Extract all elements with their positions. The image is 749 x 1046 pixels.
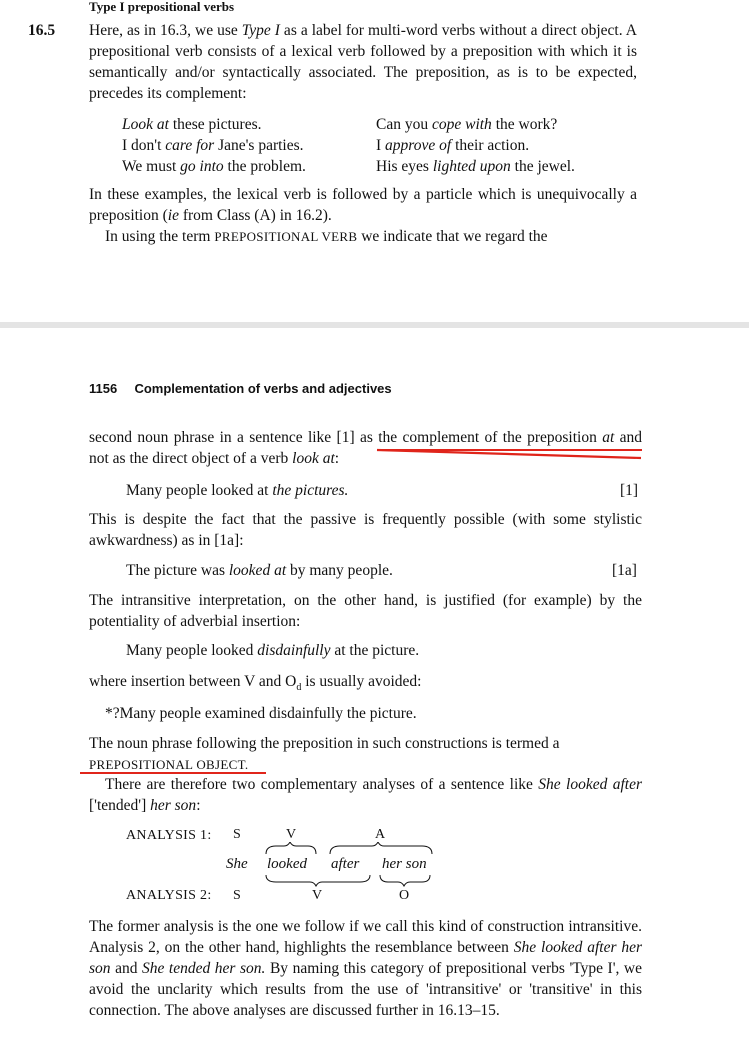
page-number: 1156 xyxy=(89,381,118,396)
analysis-1-v: V xyxy=(286,827,297,842)
analysis-2-o: O xyxy=(399,888,410,903)
section-para-1: Here, as in 16.3, we use Type I as a label for multi-word verbs without a direct object. A prepositional verb consists of a lexical verb followed by a preposition with which it is semantically and/or syntactically associated. The preposition, as is to be expected, precedes its complement: xyxy=(89,22,637,102)
body-para-5: The noun phrase following the preposition in such constructions is termed a xyxy=(89,735,560,752)
page-bottom xyxy=(0,328,749,1046)
analysis-2-s: S xyxy=(233,888,241,903)
example-1: Many people looked at the pictures. xyxy=(126,482,349,499)
running-head: Type I prepositional verbs xyxy=(89,0,235,14)
brace-v-top xyxy=(266,842,316,854)
analysis-1-s: S xyxy=(233,827,241,842)
body-para-4: where insertion between V and $O_d$ is usually avoided: xyxy=(89,673,422,694)
section-para-2: In these examples, the lexical verb is followed by a particle which is unequivocally a preposition (ie from Class (A) in 16.2). xyxy=(89,186,637,224)
body-para-7: The former analysis is the one we follow if we call this kind of construction intransitive. Analysis 2, on the other hand, highlights the resemblance between She looked after her son and She tended her son. By naming this category of prepositional verbs 'Type I', we avoid the unclarity which results from the use of 'intransitive' or 'transitive' in this connection. The above analyses are discussed further in 16.13–15. xyxy=(89,918,643,1019)
analysis-2-label: ANALYSIS 2: xyxy=(126,888,212,903)
page-header xyxy=(89,378,392,399)
word-looked: looked xyxy=(267,856,307,872)
brace-a-top xyxy=(330,842,432,854)
analysis-1-a: A xyxy=(375,827,386,842)
examples-left xyxy=(122,114,372,177)
example-line: Look at these pictures. xyxy=(122,116,262,133)
body-para-2: This is despite the fact that the passive is frequently possible (with some stylistic awkwardness) as in [1a]: xyxy=(89,511,642,549)
section-number: 16.5 xyxy=(28,22,56,39)
analysis-2-braces xyxy=(264,873,436,887)
example-line: I approve of their action. xyxy=(376,137,530,154)
example-line: We must go into the problem. xyxy=(122,158,306,175)
chapter-title: Complementation of verbs and adjectives xyxy=(134,381,392,396)
analysis-1-label: ANALYSIS 1: xyxy=(126,828,212,843)
example-1a-number: [1a] xyxy=(612,562,637,579)
red-underline-2 xyxy=(80,772,266,774)
example-line: His eyes lighted upon the jewel. xyxy=(376,158,575,175)
word-her-son: her son xyxy=(382,856,427,872)
body-para-1: second noun phrase in a sentence like [1] as the complement of the preposition at and not as the direct object of a verb look at: xyxy=(89,429,642,467)
term-prepositional-object: PREPOSITIONAL OBJECT. xyxy=(89,757,249,772)
body-para-3: The intransitive interpretation, on the other hand, is justified (for example) by the potentiality of adverbial insertion: xyxy=(89,592,642,630)
body-para-6: There are therefore two complementary analyses of a sentence like She looked after ['tended'] her son: xyxy=(89,776,642,814)
examples-right xyxy=(376,114,636,177)
example-3: *?Many people examined disdainfully the picture. xyxy=(105,705,417,722)
analysis-2-v: V xyxy=(312,888,323,903)
page-top xyxy=(0,0,749,322)
word-after: after xyxy=(331,856,360,872)
example-1a: The picture was looked at by many people. xyxy=(126,562,393,579)
example-line: I don't care for Jane's parties. xyxy=(122,137,304,154)
section-para-3: In using the term PREPOSITIONAL VERB we indicate that we regard the xyxy=(105,228,548,245)
example-line: Can you cope with the work? xyxy=(376,116,558,133)
example-2: Many people looked disdainfully at the picture. xyxy=(126,642,420,659)
word-she: She xyxy=(226,856,248,872)
red-underline-stroke xyxy=(375,446,645,460)
example-1-number: [1] xyxy=(620,482,639,499)
